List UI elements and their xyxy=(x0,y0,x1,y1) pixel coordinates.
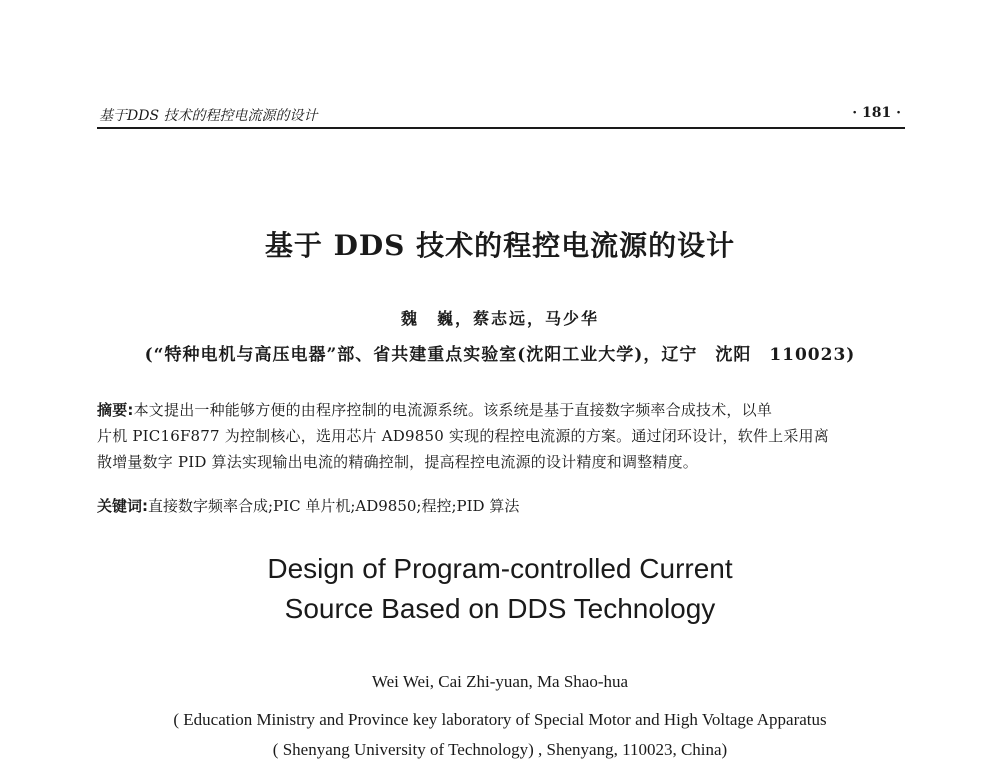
running-head-title: 基于DDS 技术的程控电流源的设计 xyxy=(99,108,318,124)
abstract-label: 摘要: xyxy=(97,401,134,419)
english-title-line: Design of Program-controlled Current xyxy=(267,553,733,584)
english-title xyxy=(0,549,1000,629)
chinese-authors: 魏 巍，蔡志远，马少华 xyxy=(400,309,599,328)
page-number: · 181 · xyxy=(852,105,901,121)
abstract-line: 本文提出一种能够方便的由程序控制的电流源系统。该系统是基于直接数字频率合成技术，以单 xyxy=(133,401,773,419)
abstract-line: 散增量数字 PID 算法实现输出电流的精确控制，提高程控电流源的设计精度和调整精度。 xyxy=(97,453,698,471)
abstract-line: 片机 PIC16F877 为控制核心，选用芯片 AD9850 实现的程控电流源的方案。通过闭环设计，软件上采用离 xyxy=(97,427,829,445)
english-affiliation-line: ( Education Ministry and Province key laboratory of Special Motor and High Voltage Apparatus xyxy=(173,710,827,729)
running-head xyxy=(97,103,905,129)
chinese-affiliation: (“特种电机与高压电器”部、省共建重点实验室(沈阳工业大学)，辽宁 沈阳 110023) xyxy=(144,345,856,365)
keywords-label: 关键词: xyxy=(97,497,148,515)
chinese-keywords xyxy=(97,493,905,519)
english-title-line: Source Based on DDS Technology xyxy=(284,593,716,624)
english-authors: Wei Wei, Cai Zhi-yuan, Ma Shao-hua xyxy=(371,672,629,691)
chinese-title: 基于 DDS 技术的程控电流源的设计 xyxy=(264,229,736,262)
english-affiliation-line: ( Shenyang University of Technology) , Shenyang, 110023, China) xyxy=(272,740,728,759)
english-affiliation xyxy=(0,705,1000,765)
keywords-text: 直接数字频率合成;PIC 单片机;AD9850;程控;PID 算法 xyxy=(148,497,520,515)
chinese-abstract xyxy=(97,397,905,475)
